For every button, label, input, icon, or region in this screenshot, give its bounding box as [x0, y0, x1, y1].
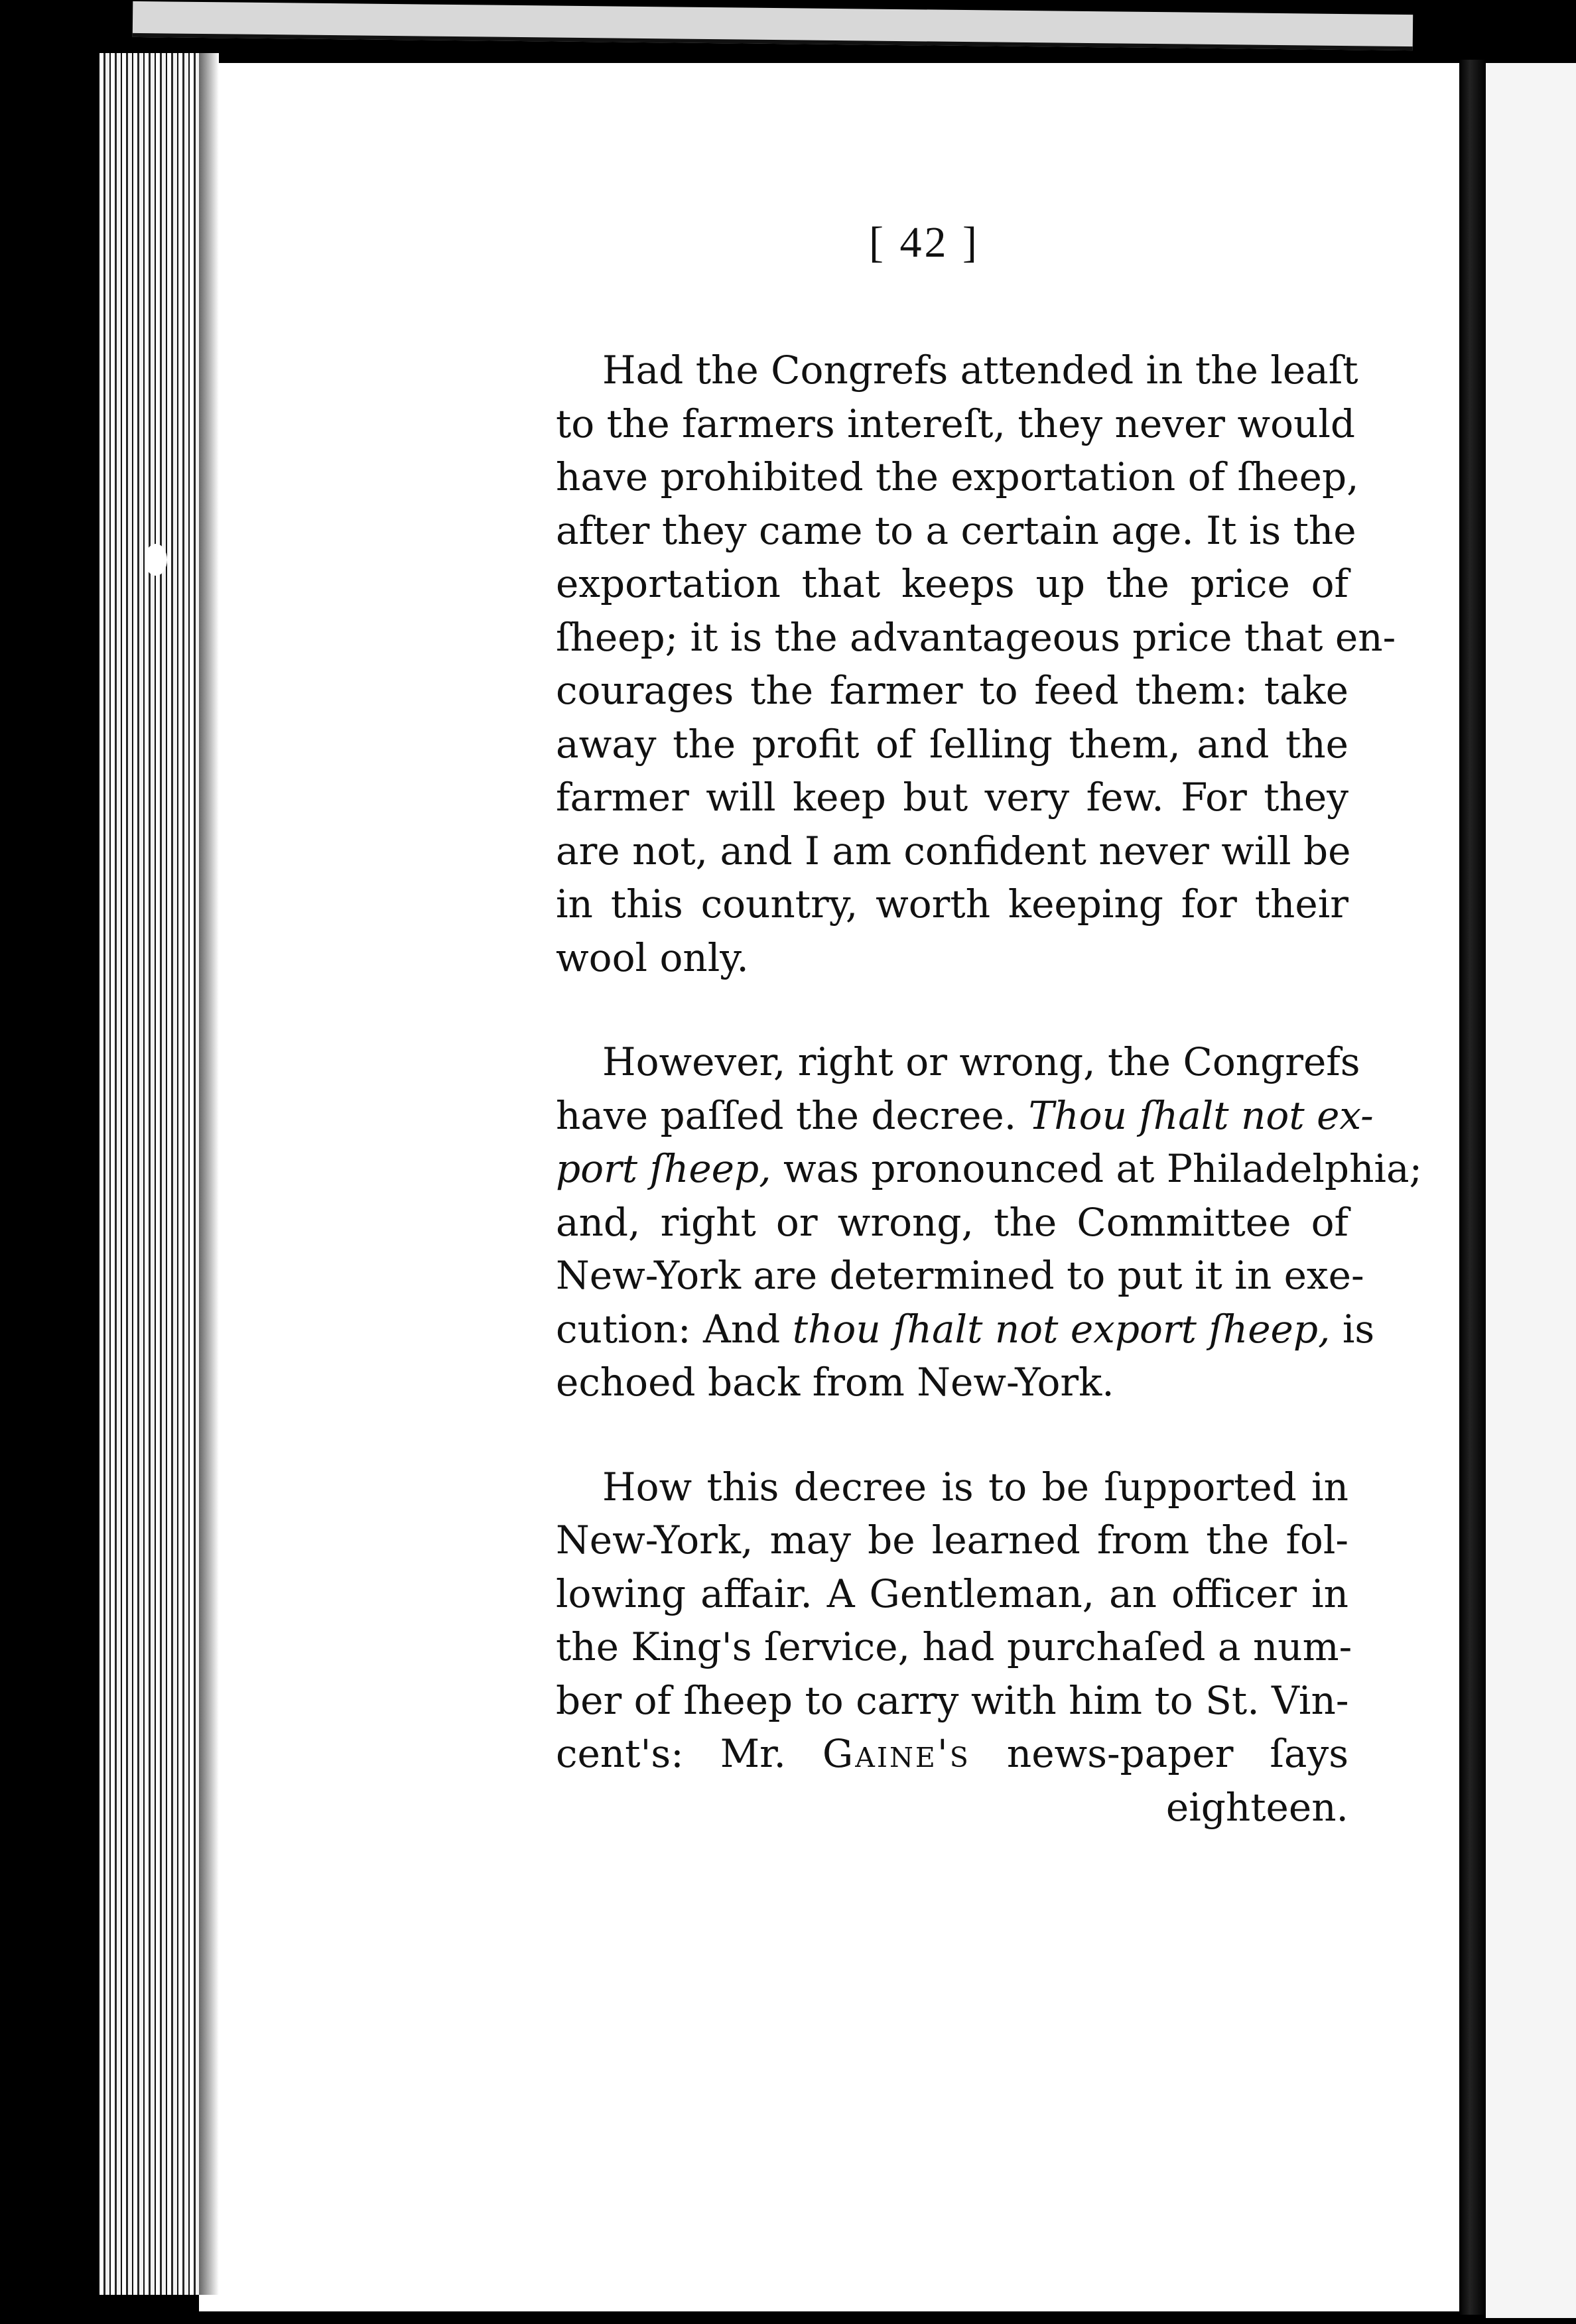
text-line: New-York are determined to put it in exe-	[556, 1253, 1364, 1298]
text-run: cution: And	[556, 1306, 781, 1352]
text-line: Had the Congrefs attended in the leaſt	[602, 348, 1358, 393]
text-line: have prohibited the exportation of ſheep,	[556, 454, 1359, 499]
text-line: away the profit of ſelling them, and the	[556, 721, 1348, 767]
text-line: exportation that keeps up the price of	[556, 561, 1348, 606]
paragraph-2	[556, 1035, 1423, 1409]
italic-quote: Thou ſhalt not ex-	[1028, 1092, 1374, 1138]
paragraph-1	[556, 344, 1396, 984]
small-caps-name: Gaine's	[822, 1731, 970, 1776]
text-line	[556, 1727, 1348, 1781]
text-line: How this decree is to be ſupported in	[602, 1464, 1348, 1510]
text-line: the King's ſervice, had purchaſed a num-	[556, 1624, 1352, 1669]
text-run: have paſſed the decree.	[556, 1092, 1017, 1138]
text-line	[556, 1089, 1374, 1143]
text-line: are not, and I am confident never will be	[556, 828, 1351, 873]
text-line: echoed back from New-York.	[556, 1360, 1114, 1405]
binding-shadow	[199, 53, 219, 2295]
text-run: cent's: Mr.	[556, 1731, 786, 1776]
text-line: in this country, worth keeping for their	[556, 881, 1348, 927]
text-line: However, right or wrong, the Congrefs	[602, 1039, 1360, 1084]
catchword: eighteen.	[1165, 1784, 1348, 1830]
paragraph-3	[556, 1460, 1352, 1835]
text-run: was pronounced at Philadelphia;	[783, 1146, 1423, 1191]
top-edge	[133, 1, 1413, 50]
body-text	[556, 344, 1423, 1885]
text-run: news-paper ſays	[1006, 1731, 1349, 1776]
text-line: ſheep; it is the advantageous price that en-	[556, 614, 1396, 660]
text-line: ber of ſheep to carry with him to St. Vin-	[556, 1677, 1349, 1723]
text-run: is	[1342, 1306, 1375, 1352]
page-number: [ 42 ]	[869, 218, 980, 267]
text-line: New-York, may be learned from the fol-	[556, 1517, 1348, 1563]
italic-quote: port ſheep,	[556, 1146, 771, 1191]
text-line: farmer will keep but very few. For they	[556, 775, 1348, 820]
text-line: after they came to a certain age. It is the	[556, 507, 1356, 553]
scan-blemish	[145, 544, 167, 576]
text-line: courages the farmer to feed them: take	[556, 668, 1348, 713]
italic-quote: thou ſhalt not export ſheep,	[792, 1306, 1331, 1352]
page-edges	[99, 53, 206, 2295]
text-line: wool only.	[556, 935, 749, 980]
text-line	[556, 1142, 1423, 1196]
gutter	[1459, 60, 1486, 2315]
text-line: lowing affair. A Gentleman, an officer in	[556, 1571, 1348, 1616]
text-line: and, right or wrong, the Committee of	[556, 1199, 1348, 1245]
adjacent-page	[1486, 63, 1576, 2318]
text-line	[556, 1303, 1375, 1356]
text-line: to the farmers intereſt, they never would	[556, 401, 1356, 446]
